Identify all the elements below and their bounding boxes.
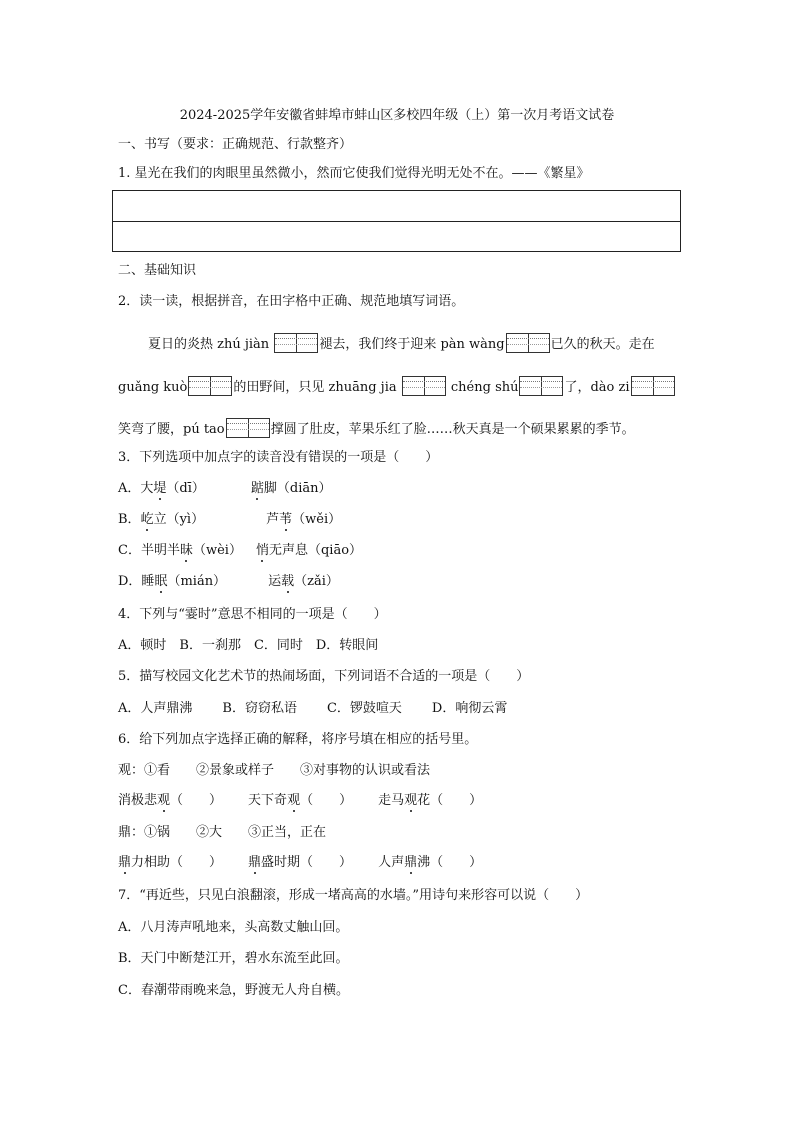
q2-text: 了，dào zi [564, 380, 630, 395]
option-text: C．半明半 [118, 543, 180, 558]
option-text: （wèi） [192, 543, 242, 558]
question-7-stem: 7．“再近些，只见白浪翻滚，形成一堵高高的水墙。”用诗句来形容可以说（ ） [118, 888, 589, 903]
dotted-char: 昧 [179, 543, 193, 558]
q2-text: chéng shú [450, 380, 519, 395]
tianzige-box[interactable] [274, 333, 318, 353]
q6-guan-definitions: 观：①看 ②景象或样子 ③对事物的认识或看法 [118, 763, 431, 778]
item-text: 消极悲 [118, 793, 158, 808]
q7-option-b[interactable]: B．天门中断楚江开，碧水东流至此回。 [118, 951, 349, 966]
writing-box[interactable] [112, 190, 681, 252]
dotted-char: 观 [404, 793, 418, 808]
option-text: （zǎi） [294, 574, 339, 589]
dotted-char: 鼎 [404, 855, 418, 870]
dotted-char: 眠 [154, 574, 168, 589]
tianzige-box[interactable] [519, 376, 563, 396]
q3-option-d[interactable] [118, 573, 339, 591]
option-text: D．睡 [118, 574, 155, 589]
dotted-char: 堤 [153, 481, 167, 496]
question-6-stem: 6．给下列加点字选择正确的解释，将序号填在相应的括号里。 [118, 732, 478, 747]
question-4-stem: 4．下列与“霎时”意思不相同的一项是（ ） [118, 607, 387, 622]
option-text: B． [118, 512, 141, 527]
question-2-line-2 [118, 376, 676, 397]
tianzige-box[interactable] [226, 418, 270, 438]
q2-text: 的田野间，只见 zhuāng jia [233, 380, 397, 395]
item-text: 走马 [378, 793, 405, 808]
q2-text: 褪去，我们终于迎来 pàn wàng [319, 337, 505, 352]
q2-text: 撑圆了肚皮，苹果乐红了脸……秋天真是一个硕果累累的季节。 [270, 422, 635, 437]
q7-option-a[interactable]: A．八月涛声吼地来，头高数丈触山回。 [118, 920, 349, 935]
option-text: 无声息（qiāo） [268, 543, 363, 558]
question-2-line-3 [118, 418, 635, 439]
dotted-char: 鼎 [118, 855, 132, 870]
answer-bracket[interactable]: （ ） [300, 793, 353, 808]
dotted-char: 苇 [279, 512, 293, 527]
dotted-char: 观 [287, 793, 301, 808]
question-2-stem: 2．读一读，根据拼音，在田字格中正确、规范地填写词语。 [118, 294, 465, 309]
q5-option-b[interactable]: B．窃窃私语 [222, 701, 297, 716]
q5-options [118, 700, 507, 718]
answer-bracket[interactable]: 花（ ） [417, 793, 483, 808]
answer-bracket[interactable]: 盛时期（ ） [261, 855, 353, 870]
dotted-char: 观 [157, 793, 171, 808]
dotted-char: 悄 [255, 543, 269, 558]
tianzige-box[interactable] [631, 376, 675, 396]
q5-option-c[interactable]: C．锣鼓喧天 [326, 701, 402, 716]
tianzige-box[interactable] [188, 376, 232, 396]
q5-option-d[interactable]: D．响彻云霄 [431, 701, 508, 716]
dotted-char: 踮 [250, 481, 264, 496]
q6-ding-items [118, 854, 482, 872]
q6-ding-definitions: 鼎：①锅 ②大 ③正当，正在 [118, 825, 327, 840]
dotted-char: 载 [281, 574, 295, 589]
tianzige-box[interactable] [402, 376, 446, 396]
writing-box-divider [113, 221, 680, 222]
question-3-stem: 3．下列选项中加点字的读音没有错误的一项是（ ） [118, 450, 439, 465]
question-5-stem: 5．描写校园文化艺术节的热闹场面，下列词语不合适的一项是（ ） [118, 669, 530, 684]
option-text: 脚（diān） [263, 481, 332, 496]
item-text: 人声 [378, 855, 405, 870]
dotted-char: 屹 [140, 512, 154, 527]
answer-bracket[interactable]: （ ） [170, 793, 223, 808]
option-text: （wěi） [292, 512, 342, 527]
option-text: 运 [268, 574, 282, 589]
q3-option-c[interactable] [118, 542, 362, 560]
option-text: （mián） [167, 574, 227, 589]
q4-options[interactable]: A．顿时 B．一刹那 C．同时 D．转眼间 [118, 638, 379, 653]
answer-bracket[interactable]: 沸（ ） [417, 855, 483, 870]
q2-text: 夏日的炎热 zhú jiàn [148, 337, 270, 352]
option-text: 芦 [266, 512, 280, 527]
q2-text: 笑弯了腰，pú tao [118, 422, 225, 437]
exam-title: 2024-2025学年安徽省蚌埠市蚌山区多校四年级（上）第一次月考语文试卷 [179, 108, 615, 123]
q3-option-b[interactable] [118, 511, 341, 529]
dotted-char: 鼎 [248, 855, 262, 870]
q7-option-c[interactable]: C．春潮带雨晚来急，野渡无人舟自横。 [118, 983, 349, 998]
q2-text: guǎng kuò [118, 380, 188, 395]
question-2-line-1 [148, 333, 655, 354]
option-text: 立（yì） [153, 512, 205, 527]
section-1-heading: 一、书写（要求：正确规范、行款整齐） [118, 137, 353, 152]
q6-guan-items [118, 792, 482, 810]
q5-option-a[interactable]: A．人声鼎沸 [118, 701, 193, 716]
q3-option-a[interactable] [118, 480, 332, 498]
q2-text: 已久的秋天。走在 [550, 337, 655, 352]
section-2-heading: 二、基础知识 [118, 263, 197, 278]
answer-bracket[interactable]: 力相助（ ） [131, 855, 223, 870]
option-text: （dī） [166, 481, 205, 496]
item-text: 天下奇 [248, 793, 288, 808]
tianzige-box[interactable] [506, 333, 550, 353]
option-text: A．大 [118, 481, 154, 496]
question-1: 1. 星光在我们的肉眼里虽然微小，然而它使我们觉得光明无处不在。——《繁星》 [118, 166, 590, 181]
